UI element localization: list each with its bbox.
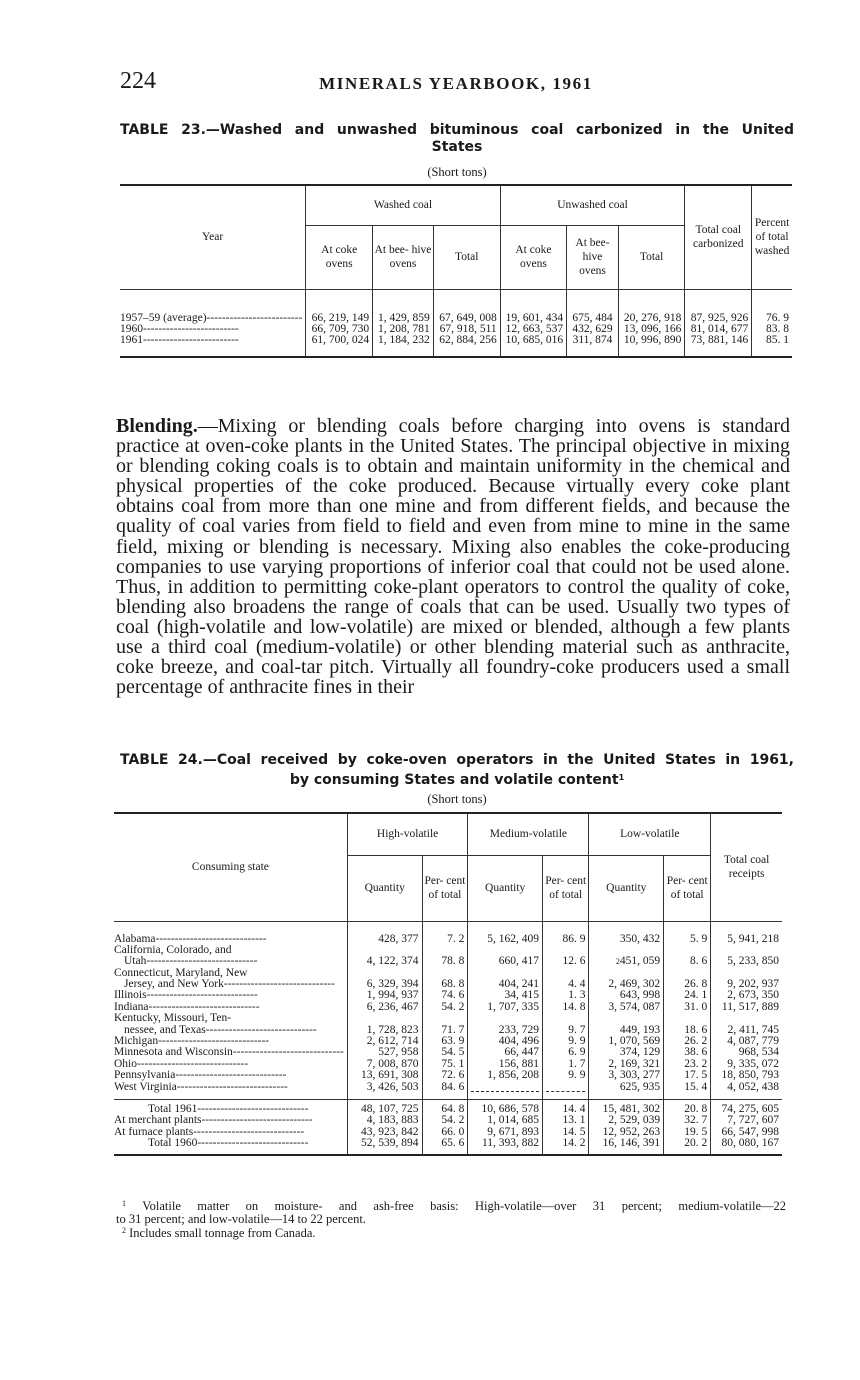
unwashed-total-cells: 20, 276, 918 13, 096, 166 10, 996, 890 — [618, 289, 684, 357]
table-row: At merchant plants ----------------------------- — [114, 1115, 313, 1127]
table-row: Kentucky, Missouri, Ten- — [114, 1013, 232, 1025]
table-row: Michigan ----------------------------- — [114, 1036, 270, 1048]
table-row-cont: Jersey, and New York ----------------------------- — [124, 979, 335, 991]
col-low-quantity: Quantity — [589, 855, 664, 921]
table-row: Ohio ----------------------------- — [114, 1058, 249, 1070]
col-medium-quantity: Quantity — [468, 855, 543, 921]
table24-state-rows — [114, 921, 782, 1100]
table-row: Minnesota and Wisconsin ----------------------------- — [114, 1047, 344, 1059]
percent-washed-cells: 76. 9 83. 8 85. 1 — [752, 289, 792, 357]
total-label-cells — [114, 1100, 347, 1155]
col-unwashed: Unwashed coal — [500, 185, 685, 225]
table23-body — [120, 289, 792, 357]
total-carbonized-cells: 87, 925, 926 81, 014, 677 73, 881, 146 — [685, 289, 752, 357]
table-row: California, Colorado, and — [114, 944, 232, 956]
table-row: At furnace plants ----------------------------- — [114, 1126, 305, 1138]
col-low-volatile: Low-volatile — [589, 813, 711, 855]
total-medium-percent: 14. 4 13. 1 14. 5 14. 2 — [543, 1100, 589, 1155]
total-high-quantity: 48, 107, 725 4, 183, 883 43, 923, 842 52, 539, 894 — [347, 1100, 422, 1155]
col-total-carbonized: Total coal carbonized — [685, 185, 752, 289]
table24-title-line1: TABLE 24.—Coal received by coke-oven operators in the United States in 1961, — [120, 752, 794, 768]
col-low-percent: Per- cent of total — [664, 855, 711, 921]
total-low-percent: 20. 8 32. 7 19. 5 20. 2 — [664, 1100, 711, 1155]
low-quantity-with-note: 2 451, 059 — [615, 955, 661, 968]
paragraph-lead: Blending. — [116, 415, 198, 437]
table-row: West Virginia ----------------------------- — [114, 1081, 288, 1093]
col-consuming-state: Consuming state — [114, 813, 347, 921]
table-row: 1957–59 (average) ------------------------- — [120, 312, 303, 324]
total-low-quantity: 15, 481, 302 2, 529, 039 12, 952, 263 16, 146, 391 — [589, 1100, 664, 1155]
total-receipts-sum: 74, 275, 605 7, 727, 607 66, 547, 998 80, 080, 167 — [711, 1100, 782, 1155]
footnote-2: $^2$ Includes small tonnage from Canada. — [122, 1226, 316, 1240]
footnote-1: $^1$ Volatile matter on moisture- and ash-free basis: High-volatile—over 31 percent; medium-volatile—22 — [122, 1199, 786, 1213]
col-total-receipts: Total coal receipts — [711, 813, 782, 921]
paragraph-body: —Mixing or blending coals before charging into ovens is standard practice at oven-coke plants in the United States. The principal objective in mixing or blending coking coals is to obtain and maintain uniformity in the chemical and physical properties of the coke produced. Because virtually every coke plant obtains coal from more than one mine and from different fields, and because the quality of coal varies from field to field and even from mine to mine in the same field, mixing or blending is necessary. Mixing also enables the coke-producing companies to use varying proportions of inferior coal that could not be used alone. Thus, in addition to permitting coke-plant operators to control the quality of coke, blending also broadens the range of coals that can be used. Usually two types of coal (high-volatile and low-volatile) are mixed or blended, although a few plants use a third coal (medium-volatile) or other blending material such as anthracite, coke breeze, and coal-tar pitch. Virtually all foundry-coke producers used a small percentage of anthracite fines in their — [116, 415, 790, 699]
table-row: Connecticut, Maryland, New — [114, 967, 248, 979]
col-medium-percent: Per- cent of total — [543, 855, 589, 921]
col-washed-coke: At coke ovens — [306, 225, 373, 289]
empty-dash — [546, 1082, 585, 1093]
total-high-percent: 64. 8 54. 2 66. 0 65. 6 — [422, 1100, 468, 1155]
col-percent-washed: Percent of total washed — [752, 185, 792, 289]
footnote-1-cont: to 31 percent; and low-volatile—14 to 22 percent. — [116, 1211, 366, 1226]
table23-title — [120, 122, 794, 156]
footnotes — [116, 1198, 786, 1240]
table24 — [114, 812, 782, 1156]
col-year: Year — [120, 185, 306, 289]
state-cells — [114, 921, 347, 1100]
blending-paragraph — [116, 416, 790, 697]
high-percent-cells: 7. 2 78. 8 68. 8 74. 6 54. 2 71. 7 63. 9 54. 5 75. 1 72. 6 84. 6 — [422, 921, 468, 1100]
table-row: Indiana ----------------------------- — [114, 1001, 260, 1013]
high-quantity-cells: 428, 377 4, 122, 374 6, 329, 394 1, 994, 937 6, 236, 467 1, 728, 823 2, 612, 714 527, 958 7, 008, 870 13, 691, 308 3, 426, 503 — [347, 921, 422, 1100]
unwashed-beehive-cells: 675, 484 432, 629 311, 874 — [567, 289, 619, 357]
col-high-percent: Per- cent of total — [422, 855, 468, 921]
col-medium-volatile: Medium-volatile — [468, 813, 589, 855]
col-washed-total: Total — [433, 225, 500, 289]
table23-title-line2: States — [431, 139, 483, 155]
table24-total-rows — [114, 1100, 782, 1155]
table24-unit: (Short tons) — [427, 792, 487, 806]
table-row: Illinois ----------------------------- — [114, 990, 258, 1002]
low-quantity-cells: 350, 432 2 451, 059 2, 469, 302 643, 998 3, 574, 087 449, 193 1, 070, 569 374, 129 2, 169, 321 3, 303, 277 625, 935 — [589, 921, 664, 1100]
table23 — [120, 184, 792, 358]
col-unwashed-total: Total — [618, 225, 684, 289]
table-row: Total 1960 ----------------------------- — [148, 1138, 309, 1150]
medium-percent-cells: 86. 9 12. 6 4. 4 1. 3 14. 8 9. 7 9. 9 6. 9 1. 7 9. 9 — [543, 921, 589, 1100]
footnote-ref: 2 — [615, 957, 620, 967]
footnote-ref: 1 — [618, 773, 625, 782]
running-title: MINERALS YEARBOOK, 1961 — [319, 74, 593, 93]
col-high-volatile: High-volatile — [347, 813, 467, 855]
col-unwashed-coke: At coke ovens — [500, 225, 566, 289]
col-washed-beehive: At bee- hive ovens — [373, 225, 434, 289]
table24-title — [120, 752, 794, 789]
page-header — [120, 68, 792, 98]
year-cells — [120, 289, 306, 357]
washed-total-cells: 67, 649, 008 67, 918, 511 62, 884, 256 — [433, 289, 500, 357]
table-row: 1960 ------------------------- — [120, 323, 239, 335]
col-washed: Washed coal — [306, 185, 500, 225]
table-row-cont: nessee, and Texas ----------------------------- — [124, 1024, 317, 1036]
page-number: 224 — [120, 68, 156, 94]
table23-unit: (Short tons) — [427, 165, 487, 179]
table-row: 1961 ------------------------- — [120, 334, 239, 346]
table-row: Pennsylvania ----------------------------- — [114, 1070, 287, 1082]
col-unwashed-beehive: At bee- hive ovens — [567, 225, 619, 289]
total-medium-quantity: 10, 686, 578 1, 014, 685 9, 671, 893 11, 393, 882 — [468, 1100, 543, 1155]
low-percent-cells: 5. 9 8. 6 26. 8 24. 1 31. 0 18. 6 26. 2 38. 6 23. 2 17. 5 15. 4 — [664, 921, 711, 1100]
table24-title-line2: by consuming States and volatile content — [289, 772, 619, 788]
washed-coke-cells: 66, 219, 149 66, 709, 730 61, 700, 024 — [306, 289, 373, 357]
table-row: Alabama ----------------------------- — [114, 933, 267, 945]
empty-dash — [471, 1082, 539, 1093]
table23-title-line1: TABLE 23.—Washed and unwashed bituminous coal carbonized in the United — [120, 122, 794, 138]
washed-beehive-cells: 1, 429, 859 1, 208, 781 1, 184, 232 — [373, 289, 434, 357]
table-row-cont: Utah ----------------------------- — [124, 956, 258, 968]
unwashed-coke-cells: 19, 601, 434 12, 663, 537 10, 685, 016 — [500, 289, 566, 357]
medium-quantity-cells: 5, 162, 409 660, 417 404, 241 34, 415 1, 707, 335 233, 729 404, 496 66, 447 156, 881 1, 856, 208 — [468, 921, 543, 1100]
col-high-quantity: Quantity — [347, 855, 422, 921]
total-receipts-cells: 5, 941, 218 5, 233, 850 9, 202, 937 2, 673, 350 11, 517, 889 2, 411, 745 4, 087, 779 968, 534 9, 335, 072 18, 850, 793 4, 052, 438 — [711, 921, 782, 1100]
table-row: Total 1961 ----------------------------- — [148, 1104, 309, 1116]
